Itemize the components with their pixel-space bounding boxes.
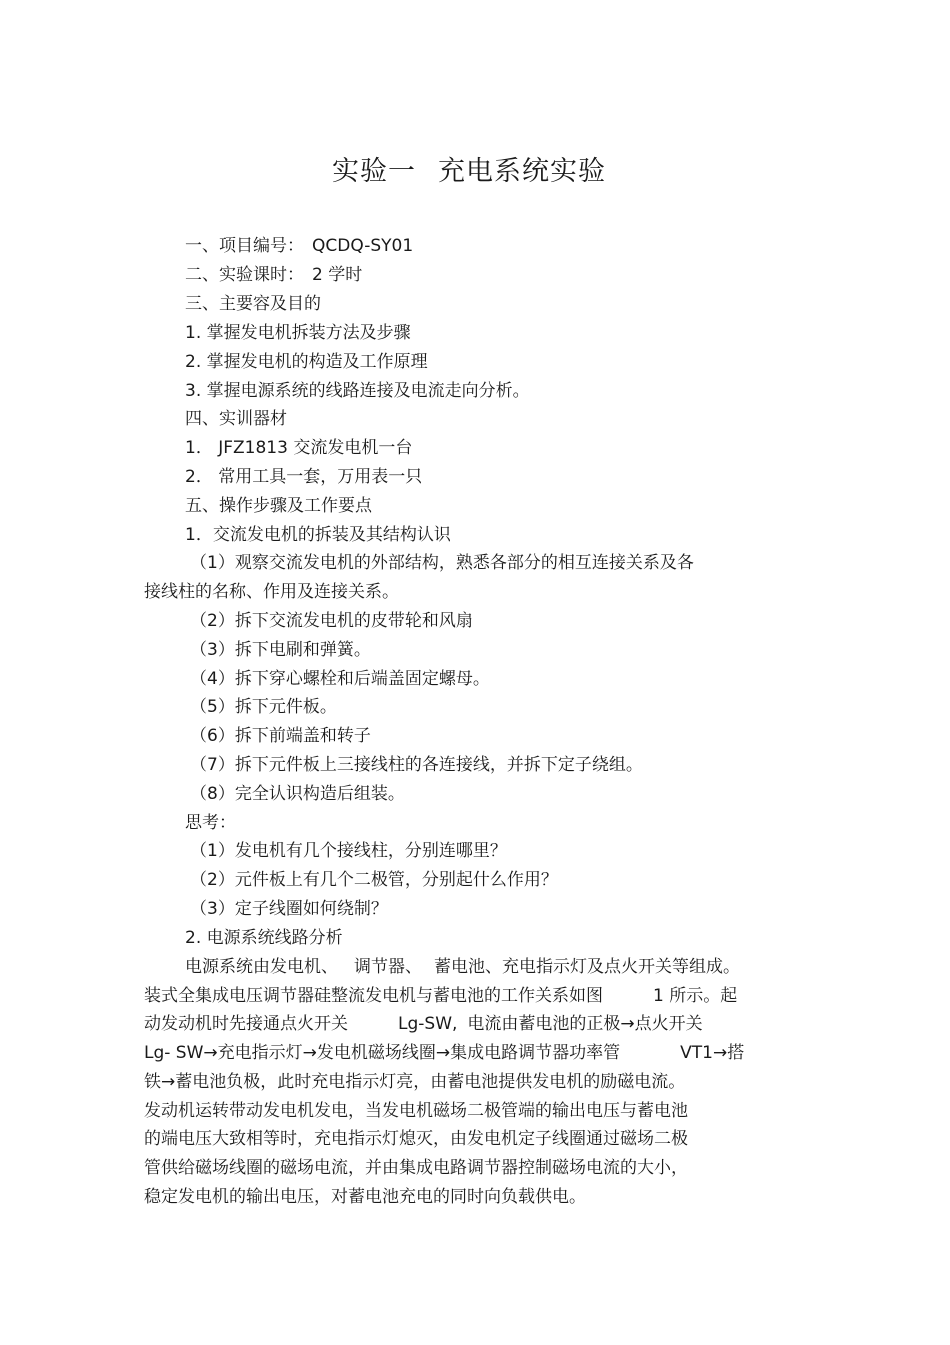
text-run: Lg- SW→充电指示灯→发电机磁场线圈→集成电路调节器功率管 <box>144 1043 621 1063</box>
document-title <box>0 152 938 192</box>
step-item: （3）拆下电刷和弹簧。 <box>190 640 371 660</box>
text-run: 动发动机时先接通点火开关 <box>144 1014 348 1034</box>
equipment-item: 2． 常用工具一套，万用表一只 <box>185 467 423 487</box>
step-item: （4）拆下穿心螺栓和后端盖固定螺母。 <box>190 669 490 689</box>
title-part-a: 实验一 <box>332 156 416 187</box>
section-heading: 五、操作步骤及工作要点 <box>185 496 372 516</box>
section-heading: 三、主要容及目的 <box>185 294 321 314</box>
objective-item: 1. 掌握发电机拆装方法及步骤 <box>185 323 411 343</box>
question-item: （2）元件板上有几个二极管，分别起什么作用？ <box>190 870 558 890</box>
paragraph-line: 的端电压大致相等时，充电指示灯熄灭，由发电机定子线圈通过磁场二极 <box>144 1129 688 1149</box>
subsection-heading: 2. 电源系统线路分析 <box>185 928 343 948</box>
paragraph-line: 稳定发电机的输出电压，对蓄电池充电的同时向负载供电。 <box>144 1187 586 1207</box>
paragraph-line <box>144 983 737 1009</box>
objective-item: 3. 掌握电源系统的线路连接及电流走向分析。 <box>185 381 530 401</box>
paragraph-line: 管供给磁场线圈的磁场电流，并由集成电路调节器控制磁场电流的大小， <box>144 1158 688 1178</box>
paragraph-line <box>144 1040 744 1066</box>
title-part-b: 充电系统实验 <box>438 156 606 187</box>
equipment-item: 1． JFZ1813 交流发电机一台 <box>185 438 413 458</box>
step-item: （8）完全认识构造后组装。 <box>190 784 405 804</box>
paragraph-line <box>144 1011 703 1037</box>
project-number-label: 一、项目编号： <box>185 236 304 256</box>
paragraph-line: 铁→蓄电池负极，此时充电指示灯亮，由蓄电池提供发电机的励磁电流。 <box>144 1072 686 1092</box>
text-run: VT1→搭 <box>680 1043 745 1063</box>
question-item: （3）定子线圈如何绕制？ <box>190 899 388 919</box>
question-item: （1）发电机有几个接线柱，分别连哪里？ <box>190 841 507 861</box>
step-item-continued: 接线柱的名称、作用及连接关系。 <box>144 582 399 602</box>
step-item: （2）拆下交流发电机的皮带轮和风扇 <box>190 611 473 631</box>
text-run: Lg-SW, <box>398 1014 458 1034</box>
project-number-value: QCDQ-SY01 <box>312 236 414 256</box>
text-run: 电源系统由发电机、 <box>185 957 338 977</box>
step-item: （6）拆下前端盖和转子 <box>190 726 371 746</box>
class-hours-line <box>185 262 362 288</box>
text-run: 1 所示。起 <box>653 986 738 1006</box>
objective-item: 2. 掌握发电机的构造及工作原理 <box>185 352 428 372</box>
step-item: （1）观察交流发电机的外部结构，熟悉各部分的相互连接关系及各 <box>190 553 694 573</box>
paragraph-line <box>185 954 740 980</box>
text-run: 装式全集成电压调节器硅整流发电机与蓄电池的工作关系如图 <box>144 986 603 1006</box>
project-number-line <box>185 233 413 259</box>
text-run: 调节器、 <box>354 957 422 977</box>
class-hours-value: 2 学时 <box>312 265 363 285</box>
text-run: 蓄电池、充电指示灯及点火开关等组成。 <box>434 957 740 977</box>
questions-heading: 思考： <box>185 813 236 833</box>
text-run: 电流由蓄电池的正极→点火开关 <box>467 1014 703 1034</box>
paragraph-line: 发动机运转带动发电机发电，当发电机磁场二极管端的输出电压与蓄电池 <box>144 1101 688 1121</box>
section-heading: 四、实训器材 <box>185 409 287 429</box>
class-hours-label: 二、实验课时： <box>185 265 304 285</box>
step-item: （5）拆下元件板。 <box>190 697 337 717</box>
step-item: （7）拆下元件板上三接线柱的各连接线，并拆下定子绕组。 <box>190 755 643 775</box>
subsection-heading: 1．交流发电机的拆装及其结构认识 <box>185 525 451 545</box>
